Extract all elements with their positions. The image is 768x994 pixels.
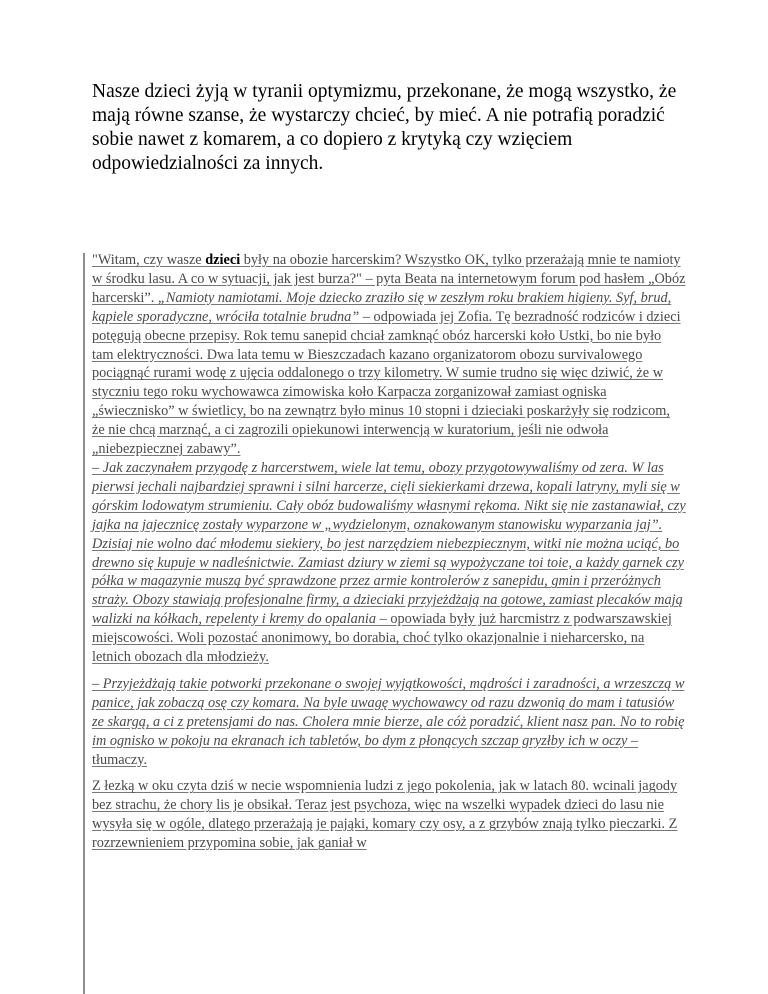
intro-paragraph: Nasze dzieci żyją w tyranii optymizmu, przekonane, że mogą wszystko, że mają równe szanse, że wystarczy chcieć, by mieć. A nie potrafią poradzić sobie nawet z komarem, a co dopiero z krytyką czy wzięciem odpowiedzialności za innych. (92, 81, 677, 174)
article-paragraph-1 (92, 251, 686, 667)
p1-text-a: "Witam, czy wasze (92, 252, 206, 268)
p1-quote: „Namioty namiotami. Moje dziecko zraziło się w zeszłym roku brakiem higieny. Syf, brud, kąpiele sporadyczne, wróciła totalnie brudna” (92, 289, 672, 325)
p1-text-d: – opowiada były już harcmistrz z podwarszawskiej miejscowości. Woli pozostać anonimowy, bo dorabia, choć tylko okazjonalnie i nieharcersko, na letnich obozach dla młodzieży. (92, 611, 672, 666)
p2-text-b: – tłumaczy. (92, 732, 639, 768)
p3-text: Z łezką w oku czyta dziś w necie wspomnienia ludzi z jego pokolenia, jak w latach 80. wcinali jagody bez strachu, że chory lis je obsikał. Teraz jest psychoza, więc na wszelki wypadek dzieci do lasu nie wysyła się w ogóle, dlatego przerażają je pająki, komary czy osy, a z grzybów znają tylko pieczarki. Z rozrzewnieniem przypomina sobie, jak ganiał w (92, 778, 678, 852)
p1-text-c: – odpowiada jej Zofia. Tę bezradność rodziców i dzieci potęgują obecne przepisy. Rok temu sanepid chciał zamknąć obóz harcerski koło Ustki, bo nie było tam elektryczności. Dwa lata temu w Bieszczadach kazano organizatorom obozu survivalowego pociągnąć rurami wodę z ujęcia oddalonego o trzy kilometry. W sumie trudno się więc dziwić, że w styczniu tego roku wychowawca zimowiska koło Karpacza zorganizował zamiast ogniska „świecznisko” w świetlicy, bo na zewnątrz było minus 10 stopni i dzieciaki poskarżyły się rodzicom, że nie chcą marznąć, a ci zagrozili opiekunowi interwencją w kuratorium, jeśli nie odwoła „niebezpiecznej zabawy”. (92, 308, 681, 458)
quote-bar (83, 253, 85, 994)
article-body (92, 251, 686, 853)
p1-text-b: były na obozie harcerskim? Wszystko OK, tylko przerażają mnie te namioty w środku lasu. A co w sytuacji, jak jest burza?" – pyta Beata na internetowym forum pod hasłem „Obóz harcerski”. (92, 252, 686, 306)
p2-quote: – Przyjeżdżają takie potworki przekonane o swojej wyjątkowości, mądrości i zaradności, a wrzeszczą w panice, jak zobaczą osę czy komara. Na byle uwagę wychowawcy od razu dzwonią do mam i tatusiów ze skargą, a ci z pretensjami do nas. Cholera mnie bierze, ale cóż poradzić, klient nasz pan. No to robię im ognisko w pokoju na ekranach ich tabletów, bo dym z płonących szczap gryzłby ich w oczy (92, 675, 685, 749)
article-paragraph-2 (92, 675, 686, 770)
p1-quote-2: – Jak zaczynałem przygodę z harcerstwem, wiele lat temu, obozy przygotowywaliśmy od zera. W las pierwsi jechali najbardziej sprawni i silni harcerze, cięli siekierkami drzewa, kopali latryny, myli się w górskim lodowatym strumieniu. Cały obóz budowaliśmy własnymi rękoma. Nikt się nie zastanawiał, czy jajka na jajecznicę zostały wyparzone w „wydzielonym, oznakowanym stanowisku wyparzania jaj”. Dzisiaj nie wolno dać młodemu siekiery, bo jest narzędziem niebezpiecznym, witki nie można uciąć, bo drewno się kupuje w nadleśnictwie. Zamiast dziury w ziemi są wypożyczane toi toie, a każdy garnek czy półka w magazynie muszą być sprawdzone przez armie kontrolerów z sanepidu, gmin i przeróżnych straży. Obozy stawiają profesjonalne firmy, a dzieciaki przyjeżdżają na gotowe, zamiast plecaków mają walizki na kółkach, repelenty i kremy do opalania (92, 459, 686, 628)
article-paragraph-3 (92, 777, 686, 853)
keyword-link[interactable]: dzieci (205, 252, 241, 268)
